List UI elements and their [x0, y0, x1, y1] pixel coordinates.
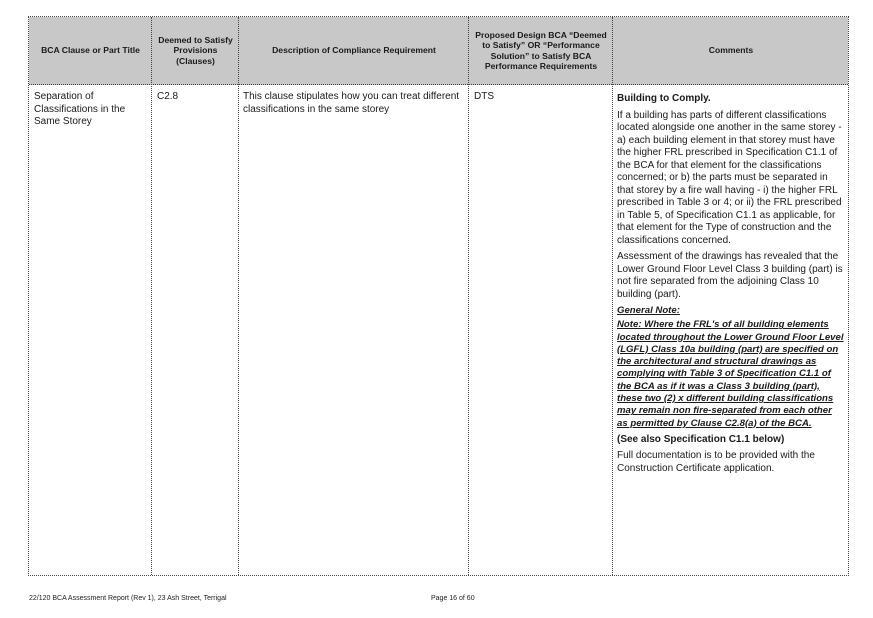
general-note-text: Note: Where the FRL's of all building elements located throughout the Lower Ground Floor Level (LGFL) Class 10a building (part) are specified on the architectural and structural drawings as complying with Table 3 of Specification C1.1 of the BCA as if it was a Class 3 building (part), these two (2) x different building classifications may remain non fire-separated from each other as permitted by Clause C2.8(a) of the BCA. [617, 319, 844, 429]
comments-paragraph: If a building has parts of different classifications located alongside one another in the same storey - a) each building element in that storey must have the higher FRL prescribed in Specification C1.1 of the BCA for that element for the classifications concerned; or b) the parts must be separated in that storey by a fire wall having - i) the higher FRL prescribed in Table 3 or 4; or ii) the FRL prescribed in Table 5, of Specification C1.1 as applicable, for that element for the Type of construction and the classifications concerned. [617, 109, 842, 246]
cell-proposed: DTS [474, 91, 494, 102]
header-description: Description of Compliance Requirement [272, 45, 436, 56]
comments-heading: Building to Comply. [617, 93, 711, 104]
documentation-text: Full documentation is to be provided with the Construction Certificate application. [617, 450, 815, 474]
footer-page-number: Page 16 of 60 [431, 595, 475, 602]
comments-assessment: Assessment of the drawings has revealed that the Lower Ground Floor Level Class 3 building (part) is not fire separated from the adjoining Class 10 building (part). [617, 251, 843, 300]
see-also-text: (See also Specification C1.1 below) [617, 433, 785, 445]
cell-dts-clause: C2.8 [157, 91, 179, 102]
general-note-label: General Note: [617, 305, 680, 316]
header-dts-provisions: Deemed to Satisfy Provisions (Clauses) [158, 34, 233, 66]
footer-report-title: 22/120 BCA Assessment Report (Rev 1), 23 Ash Street, Terrigal [29, 595, 227, 602]
cell-description: This clause stipulates how you can treat different classifications in the same storey [243, 91, 460, 115]
header-comments: Comments [708, 45, 754, 56]
cell-clause-title: Separation of Classifications in the Same Storey [34, 91, 126, 127]
compliance-table [28, 16, 849, 576]
cell-comments [617, 93, 845, 479]
header-clause-title: BCA Clause or Part Title [41, 45, 140, 56]
header-proposed-design: Proposed Design BCA “Deemed to Satisfy” OR “Performance Solution” to Satisfy BCA Performance Requirements [475, 29, 607, 71]
